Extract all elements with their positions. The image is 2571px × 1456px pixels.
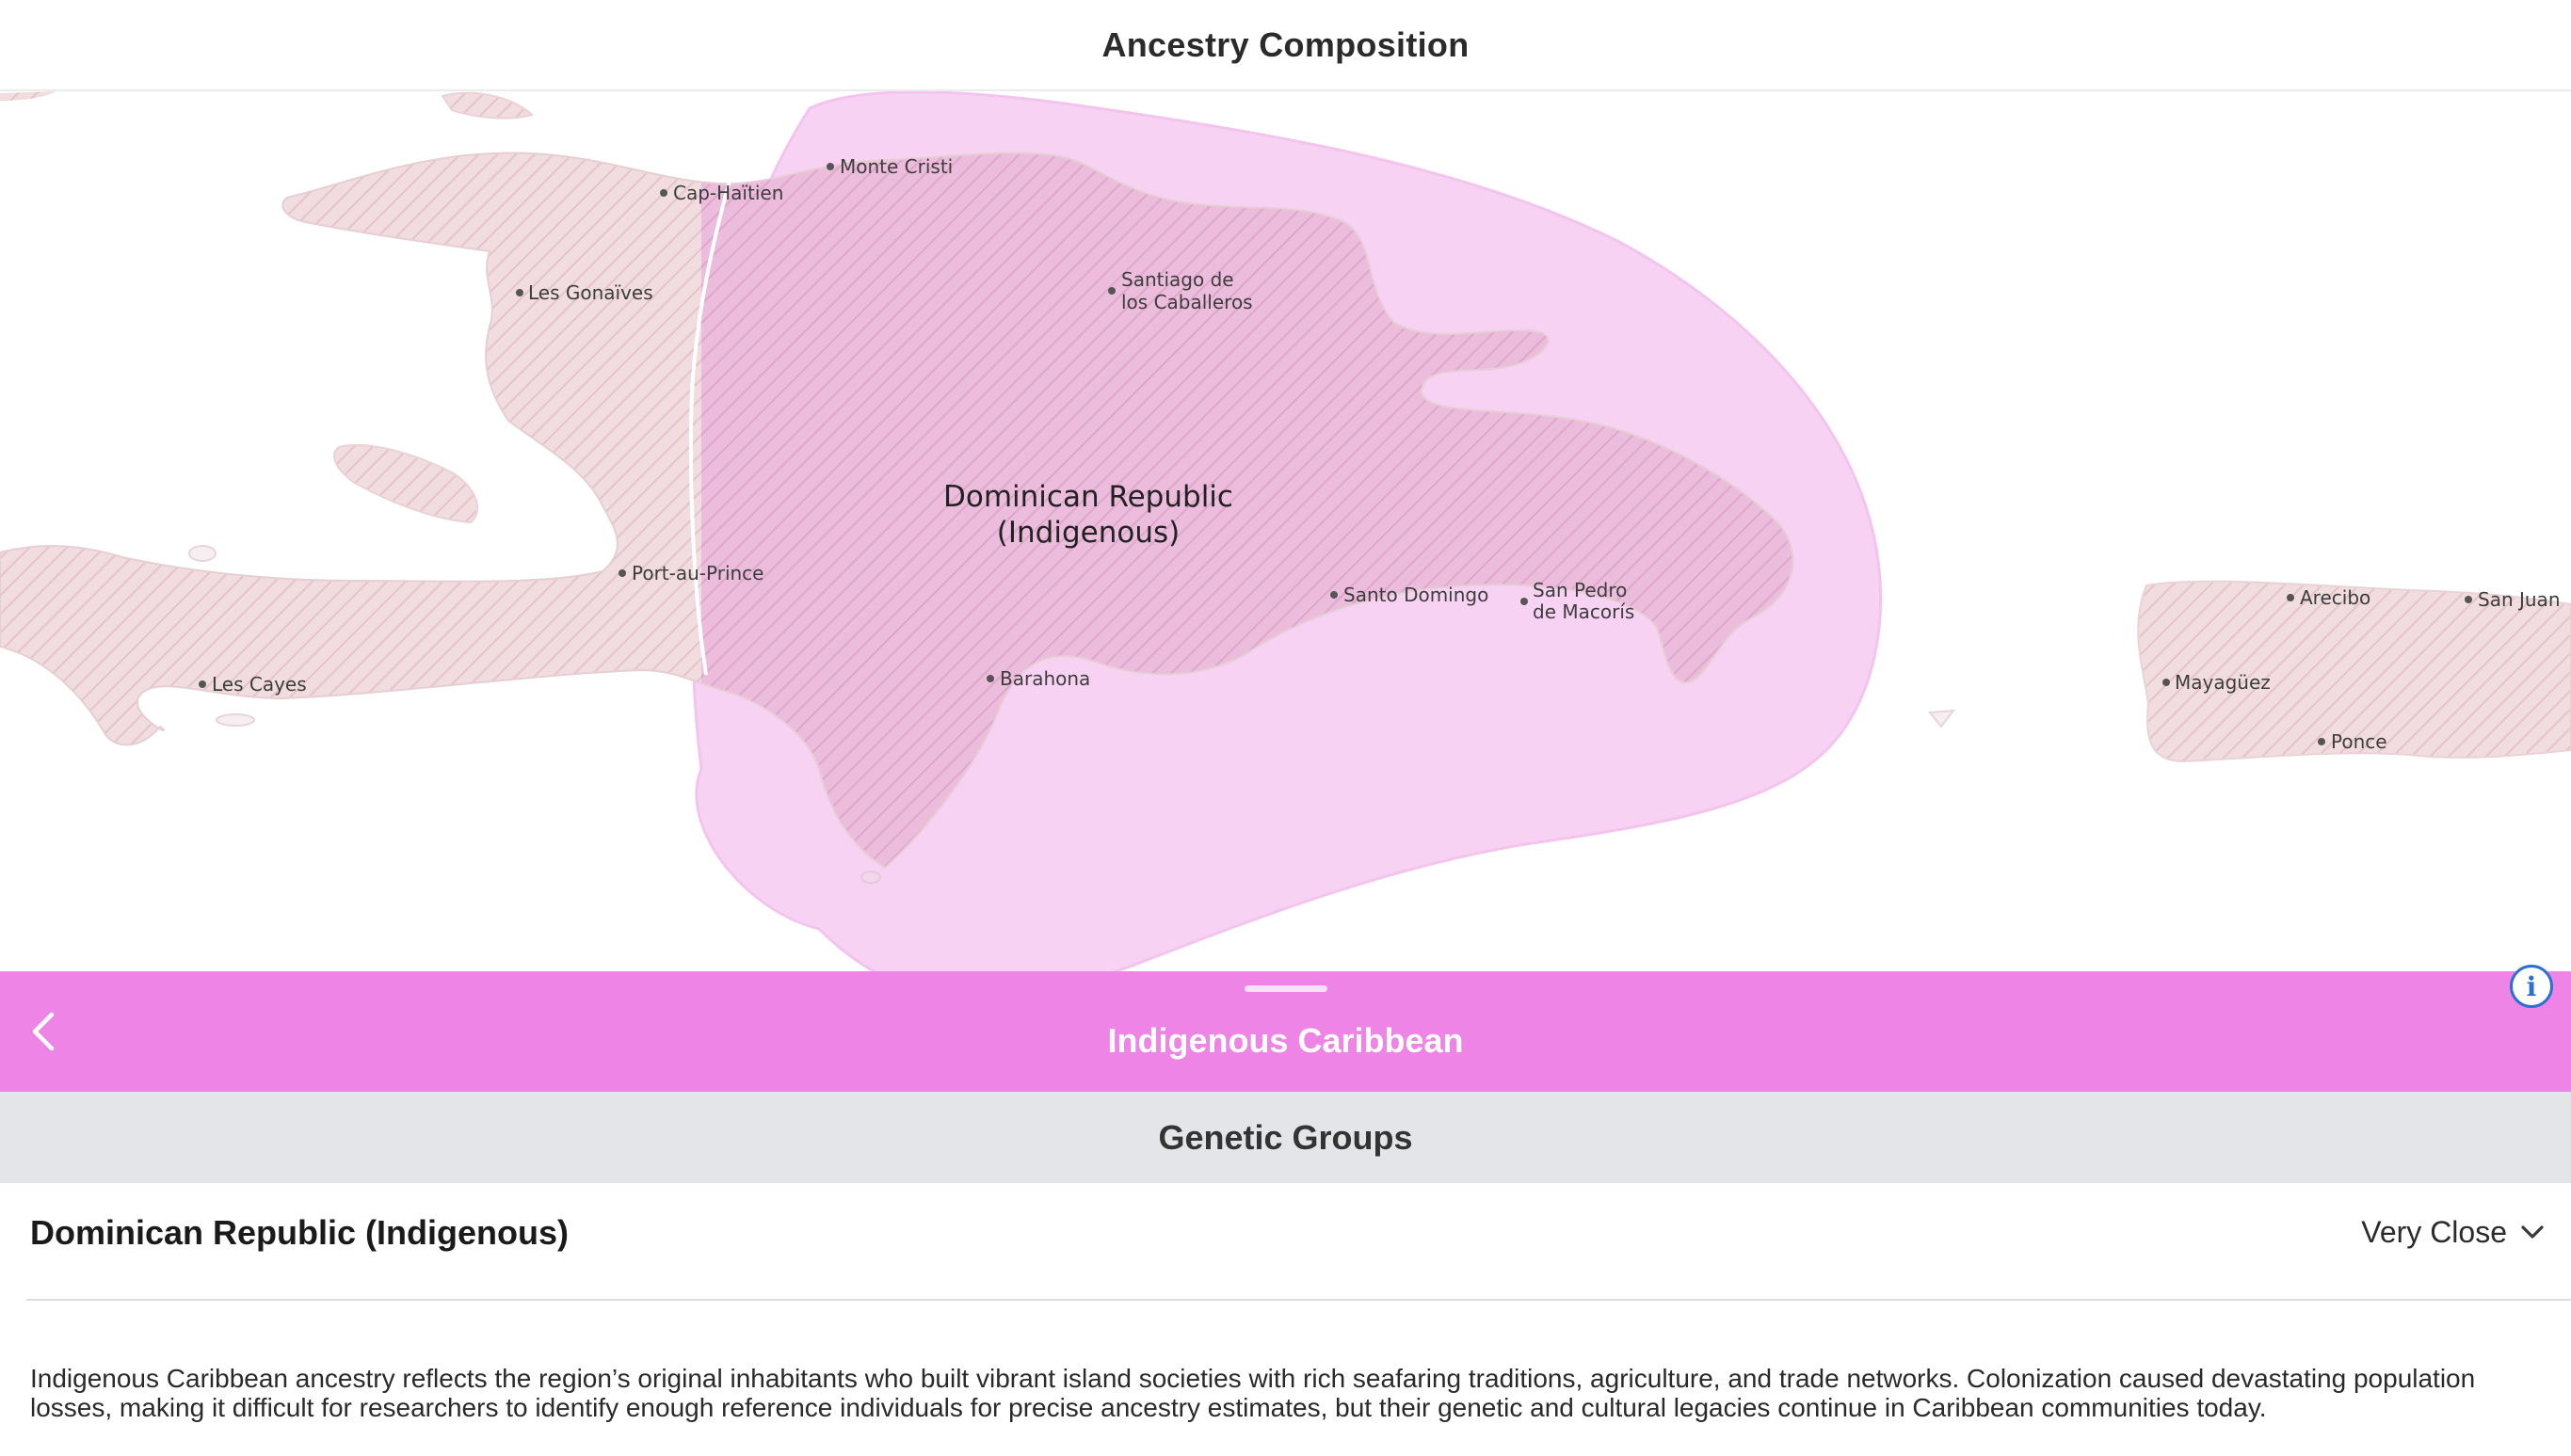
section-header [0, 1092, 2571, 1183]
gonave-island [334, 445, 477, 522]
city-cap-haitien [660, 182, 783, 204]
tortuga-island [442, 93, 532, 119]
svg-text:Les Gonaïves: Les Gonaïves [528, 281, 653, 304]
closeness-value: Very Close [2361, 1215, 2507, 1249]
chevron-left-icon [29, 1011, 57, 1052]
map-canvas[interactable] [0, 91, 2571, 971]
map-view[interactable] [0, 91, 2571, 1002]
svg-text:los Caballeros: los Caballeros [1121, 291, 1253, 313]
svg-text:Santiago de: Santiago de [1121, 268, 1234, 291]
chevron-down-icon [2520, 1224, 2545, 1241]
city-san-juan [2465, 588, 2561, 611]
svg-text:Monte Cristi: Monte Cristi [840, 155, 954, 178]
city-santiago [1108, 268, 1253, 313]
svg-text:San Juan: San Juan [2478, 588, 2561, 611]
back-button[interactable] [17, 1005, 70, 1058]
svg-text:Arecibo: Arecibo [2300, 586, 2371, 609]
ancestry-description: Indigenous Caribbean ancestry reflects the region’s original inhabitants who built vibrant island societies with rich seafaring traditions, agriculture, and trade networks. Colonization caused devastating population losses, making it difficult for researchers to identify enough reference individuals for precise ancestry estimates, but their genetic and cultural legacies continue in Caribbean communities today. [30, 1364, 2476, 1422]
city-san-pedro [1520, 579, 1634, 623]
section-title: Genetic Groups [1158, 1117, 1413, 1157]
sheet-grabber[interactable] [1245, 985, 1327, 992]
svg-text:San Pedro: San Pedro [1533, 579, 1628, 601]
city-arecibo [2287, 586, 2370, 609]
svg-text:de Macorís: de Macorís [1533, 600, 1635, 623]
sheet-header [0, 971, 2571, 1092]
genetic-group-row[interactable] [0, 1183, 2571, 1300]
city-les-gonaives [516, 281, 653, 304]
inagua-sliver [0, 91, 56, 101]
genetic-group-name: Dominican Republic (Indigenous) [30, 1213, 570, 1252]
closeness-dropdown[interactable] [2361, 1215, 2545, 1250]
city-barahona [987, 667, 1090, 690]
info-icon[interactable]: i [2510, 965, 2553, 1008]
svg-text:Les Cayes: Les Cayes [212, 673, 307, 696]
city-mayaguez [2162, 671, 2271, 694]
svg-text:Cap-Haïtien: Cap-Haïtien [673, 182, 784, 204]
divider [26, 1299, 2571, 1301]
svg-text:Dominican Republic: Dominican Republic [943, 480, 1233, 514]
svg-text:Port-au-Prince: Port-au-Prince [632, 562, 764, 584]
svg-text:(Indigenous): (Indigenous) [996, 516, 1181, 550]
page-title: Ancestry Composition [1101, 24, 1470, 64]
city-les-cayes [199, 673, 307, 696]
city-santo-domingo [1330, 584, 1488, 606]
svg-text:Mayagüez: Mayagüez [2175, 671, 2271, 694]
sheet-title: Indigenous Caribbean [1107, 1021, 1464, 1060]
svg-text:Santo Domingo: Santo Domingo [1343, 584, 1489, 606]
svg-text:Ponce: Ponce [2331, 730, 2387, 753]
city-monte-cristi [827, 155, 953, 178]
top-bar [0, 0, 2571, 91]
svg-text:Barahona: Barahona [1000, 667, 1091, 690]
city-port-au-prince [619, 562, 763, 584]
